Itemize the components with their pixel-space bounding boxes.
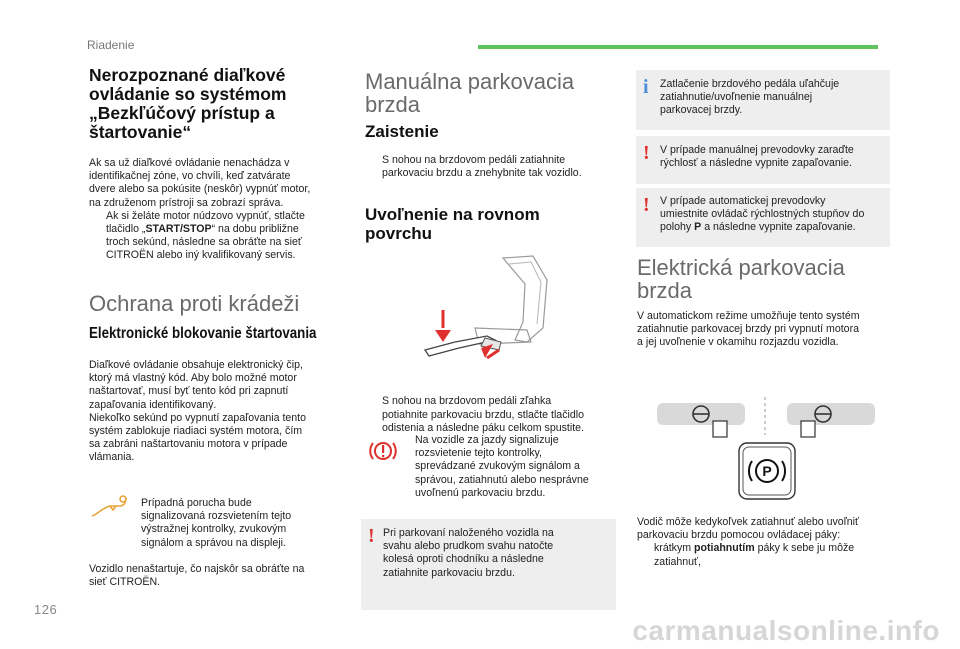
watermark-site: carmanualsonline.info xyxy=(632,615,940,646)
text-line: signálom a správou na displeji. xyxy=(141,536,286,549)
exclamation-icon: ! xyxy=(643,194,650,216)
text-line: Zatlačenie brzdového pedála uľahčuje xyxy=(660,78,840,90)
exclamation-icon: ! xyxy=(368,525,375,547)
title-line: brzda xyxy=(365,92,421,117)
text-line: zatiahnuť, xyxy=(654,555,701,568)
text-line: CITROËN alebo iný kvalifikovaný servis. xyxy=(106,249,296,262)
col1-title-line: Nerozpoznané diaľkové xyxy=(89,65,286,85)
text-line: S nohou na brzdovom pedáli zatiahnite xyxy=(382,154,566,166)
text-line: zatiahnite parkovaciu brzdu. xyxy=(383,566,515,579)
section-header: Riadenie xyxy=(87,38,135,52)
text-line: systém zablokuje riadiaci systém motora, čím xyxy=(89,425,303,438)
col1-title xyxy=(89,66,339,142)
text-line: odistenia a následne páku celkom spustite. xyxy=(382,421,584,434)
auto-gearbox-warning-text xyxy=(660,195,885,235)
text-line: výstražnej kontrolky, zvukovým xyxy=(141,523,287,536)
text-line: Ak sa už diaľkové ovládanie nenachádza v xyxy=(89,157,290,169)
text-line: V automatickom režime umožňuje tento systém xyxy=(637,310,860,322)
text-line: dvere alebo sa pokúsite (neskôr) vypnúť motor, xyxy=(89,183,311,196)
info-icon: i xyxy=(643,76,649,98)
text-line: rozsvietenie tejto kontrolky, xyxy=(415,447,542,460)
text-line: zatiahnutie parkovacej brzdy pri vypnutí motora xyxy=(637,323,859,336)
col1-title-line: „Bezkľúčový prístup a xyxy=(89,103,275,123)
text-line: Prípadná porucha bude xyxy=(141,497,252,509)
brake-warning-icon xyxy=(368,436,398,466)
text-line: potiahnite parkovaciu brzdu, stlačte tlačidlo xyxy=(382,408,584,421)
text-line: uvoľnenú parkovaciu brzdu. xyxy=(415,486,546,499)
title-line: Uvoľnenie na rovnom xyxy=(365,205,540,224)
col1-immobiliser-text xyxy=(89,359,347,465)
text-line: V prípade automatickej prevodovky xyxy=(660,195,826,207)
text-fragment: krátkym xyxy=(654,542,695,555)
exclamation-icon: ! xyxy=(643,142,650,164)
subtitle-apply: Zaistenie xyxy=(365,122,439,141)
brake-warning-text xyxy=(415,434,615,500)
section-subtitle-immobiliser: Elektronické blokovanie štartovania xyxy=(89,325,317,342)
text-line: Na vozidle za jazdy signalizuje xyxy=(415,434,559,446)
manual-parking-brake-title xyxy=(365,70,574,116)
col1-intro xyxy=(89,157,347,263)
text-line: S nohou na brzdovom pedáli zľahka xyxy=(382,395,552,408)
col1-title-line: štartovanie“ xyxy=(89,122,192,142)
text-line: parkovaciu brzdu pomocou ovládacej páky: xyxy=(637,529,841,542)
header-accent-bar xyxy=(478,45,878,49)
handbrake-illustration xyxy=(415,250,575,360)
gear-position-p: P xyxy=(694,221,702,234)
auto-gearbox-warning-box xyxy=(636,188,890,247)
key-warning-icon xyxy=(90,494,130,518)
release-instruction xyxy=(365,395,637,435)
text-line: Diaľkové ovládanie obsahuje elektronický čip, xyxy=(89,359,303,371)
text-fragment-bold: potiahnutím xyxy=(694,542,755,555)
electric-brake-intro xyxy=(637,310,895,350)
text-line: kolesá oproti chodníku a následne xyxy=(383,553,544,566)
slope-parking-warning-box xyxy=(361,519,616,610)
epb-p-label: P xyxy=(762,463,772,479)
apply-instruction xyxy=(365,154,632,180)
section-title-antitheft: Ochrana proti krádeži xyxy=(89,291,300,316)
text-line: sa zabráni naštartovaniu motora v prípade xyxy=(89,438,288,451)
text-line: identifikačnej zóne, vo chvíli, keď zatvárate xyxy=(89,170,291,183)
title-line: povrchu xyxy=(365,224,433,243)
epb-switch-illustration xyxy=(655,395,880,515)
electric-parking-brake-title xyxy=(637,256,845,302)
text-line: umiestnite ovládač rýchlostných stupňov do xyxy=(660,208,865,221)
text-line xyxy=(660,221,885,234)
subtitle-release-flat xyxy=(365,205,540,243)
text-line: sprevádzané zvukovým signálom a xyxy=(415,460,580,473)
title-line: Manuálna parkovacia xyxy=(365,69,575,94)
text-line: Pri parkovaní naloženého vozidla na xyxy=(383,527,554,539)
col1-closing xyxy=(89,563,347,589)
info-text xyxy=(660,78,880,118)
text-fragment: páky k sebe ju môže xyxy=(754,542,855,555)
text-line: rýchlosť a následne vypnite zapaľovanie. xyxy=(660,157,852,170)
col1-title-line: ovládanie so systémom xyxy=(89,84,287,104)
electric-brake-lower-text xyxy=(637,516,895,569)
text-line: a jej uvoľnenie v okamihu rozjazdu vozidla. xyxy=(637,336,839,349)
manual-gearbox-warning-box xyxy=(636,136,890,184)
text-line: troch sekúnd, následne sa obráťte na sieť xyxy=(106,236,302,249)
text-line: zapaľovania identifikovaný. xyxy=(89,398,217,411)
col1-note xyxy=(141,497,341,550)
text-line: ktorý má vlastný kód. Aby bolo možné motor xyxy=(89,372,297,385)
slope-warning-text xyxy=(383,527,608,580)
manual-gearbox-warning-text xyxy=(660,144,885,170)
bullet-item xyxy=(637,542,895,568)
text-line: na združenom prístroji sa zobrazí správa. xyxy=(89,196,284,209)
text-line: parkovaciu brzdu a znehybnite tak vozidlo. xyxy=(382,167,582,180)
text-line: parkovacej brzdy. xyxy=(660,104,743,117)
text-line xyxy=(654,542,895,555)
title-line: Elektrická parkovacia xyxy=(637,255,845,280)
text-line: tlačidlo „START/STOP“ na dobu približne xyxy=(106,223,299,236)
text-line: Vozidlo nenaštartuje, čo najskôr sa obráťte na xyxy=(89,563,305,575)
text-line: zatiahnutie/uvoľnenie manuálnej xyxy=(660,91,813,104)
text-line: správou, zatiahnutú alebo nesprávne xyxy=(415,473,589,486)
text-fragment: polohy xyxy=(660,221,695,234)
page-number: 126 xyxy=(34,602,58,617)
info-box xyxy=(636,70,890,130)
text-line: V prípade manuálnej prevodovky zaraďte xyxy=(660,144,854,156)
bullet-item xyxy=(89,210,347,263)
text-fragment: a následne vypnite zapaľovanie. xyxy=(701,221,856,234)
title-line: brzda xyxy=(637,278,693,303)
text-line: naštartovať, musí byť tento kód pri zapnutí xyxy=(89,385,289,398)
text-line: Vodič môže kedykoľvek zatiahnuť alebo uvoľniť xyxy=(637,516,860,528)
text-line: vlámania. xyxy=(89,451,135,464)
text-line: svahu alebo prudkom svahu natočte xyxy=(383,540,554,553)
text-line: sieť CITROËN. xyxy=(89,576,161,589)
text-line: Niekoľko sekúnd po vypnutí zapaľovania tento xyxy=(89,411,307,424)
text-line: signalizovaná rozsvietením tejto xyxy=(141,510,292,523)
text-line: Ak si želáte motor núdzovo vypnúť, stlačte xyxy=(106,209,305,222)
